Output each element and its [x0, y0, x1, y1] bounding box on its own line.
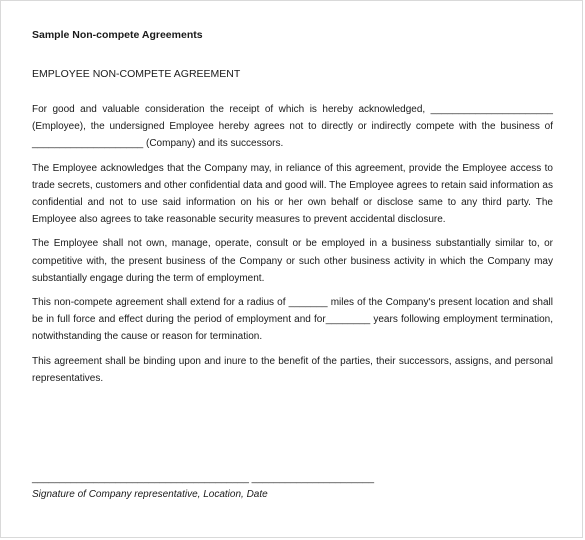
paragraph-confidentiality: The Employee acknowledges that the Company may, in reliance of this agreement, provide the Employee access to trade secrets, customers and other confidential data and good will. The Employee agrees to retain said information as confidential and not to use said information on his or her own behalf or disclose same to any third party. The Employee also agrees to take reasonable security measures to prevent accidental disclosure. [32, 162, 553, 226]
agreement-heading: EMPLOYEE NON-COMPETE AGREEMENT [32, 68, 241, 80]
document-body [32, 29, 553, 500]
paragraph-binding: This agreement shall be binding upon and inure to the benefit of the parties, their successors, assigns, and personal representatives. [32, 355, 553, 384]
paragraph-non-compete-scope: The Employee shall not own, manage, operate, consult or be employed in a business substantially similar to, or competitive with, the present business of the Company or such other business activity in which the Company may substantially engage during the term of employment. [32, 238, 553, 284]
paragraph-radius-duration: This non-compete agreement shall extend for a radius of _______ miles of the Company's present location and shall be in full force and effect during the period of employment and for________ years following employment termination, notwithstanding the cause or reason for termination. [32, 297, 553, 343]
sample-title: Sample Non-compete Agreements [32, 29, 203, 41]
paragraph-consideration: For good and valuable consideration the receipt of which is hereby acknowledged, ______________________ (Employee), the undersigned Employee hereby agrees not to directly or indirectly compete with the business of ____________________ (Company) and its successors. [32, 104, 553, 150]
signature-caption: Signature of Company representative, Location, Date [32, 489, 268, 500]
signature-line: _______________________________________ ______________________ [32, 473, 375, 484]
